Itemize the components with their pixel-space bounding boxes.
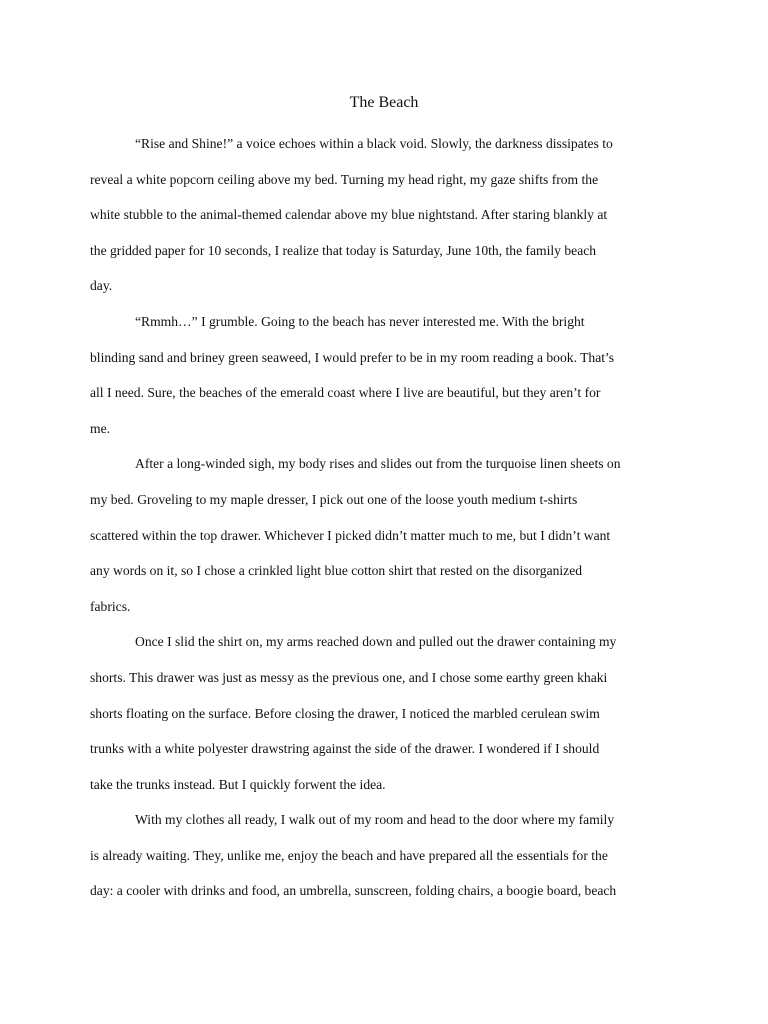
- text-line: my bed. Groveling to my maple dresser, I pick out one of the loose youth medium t-shirts: [90, 491, 578, 507]
- text-line: trunks with a white polyester drawstring against the side of the drawer. I wondered if I should: [90, 741, 600, 757]
- text-line: scattered within the top drawer. Whichever I picked didn’t matter much to me, but I didn’t want: [90, 527, 611, 543]
- document-title: The Beach: [349, 94, 419, 111]
- text-line: “Rmmh…” I grumble. Going to the beach has never interested me. With the bright: [135, 313, 585, 329]
- text-line: white stubble to the animal-themed calendar above my blue nightstand. After staring blankly at: [90, 207, 608, 223]
- text-line: With my clothes all ready, I walk out of my room and head to the door where my family: [135, 812, 615, 828]
- text-line: shorts floating on the surface. Before closing the drawer, I noticed the marbled cerulean swim: [90, 705, 600, 721]
- document-body: [90, 126, 690, 909]
- text-line: all I need. Sure, the beaches of the emerald coast where I live are beautiful, but they aren’t for: [90, 385, 601, 401]
- text-line: any words on it, so I chose a crinkled light blue cotton shirt that rested on the disorganized: [90, 563, 583, 579]
- text-line: reveal a white popcorn ceiling above my bed. Turning my head right, my gaze shifts from the: [90, 171, 599, 187]
- text-line: the gridded paper for 10 seconds, I realize that today is Saturday, June 10th, the family beach: [90, 242, 597, 258]
- text-line: is already waiting. They, unlike me, enjoy the beach and have prepared all the essentials for the: [90, 847, 608, 863]
- text-line: Once I slid the shirt on, my arms reached down and pulled out the drawer containing my: [135, 634, 617, 650]
- text-line: After a long-winded sigh, my body rises and slides out from the turquoise linen sheets on: [135, 456, 621, 472]
- text-line: day: a cooler with drinks and food, an umbrella, sunscreen, folding chairs, a boogie board, beach: [90, 883, 617, 899]
- text-line: shorts. This drawer was just as messy as the previous one, and I chose some earthy green khaki: [90, 669, 608, 685]
- text-line: “Rise and Shine!” a voice echoes within a black void. Slowly, the darkness dissipates to: [135, 136, 613, 151]
- text-line: take the trunks instead. But I quickly forwent the idea.: [90, 776, 386, 792]
- text-line: fabrics.: [90, 598, 131, 614]
- text-line: day.: [90, 278, 113, 294]
- text-line: blinding sand and briney green seaweed, I would prefer to be in my room reading a book. That’s: [90, 349, 615, 365]
- text-line: me.: [90, 420, 111, 436]
